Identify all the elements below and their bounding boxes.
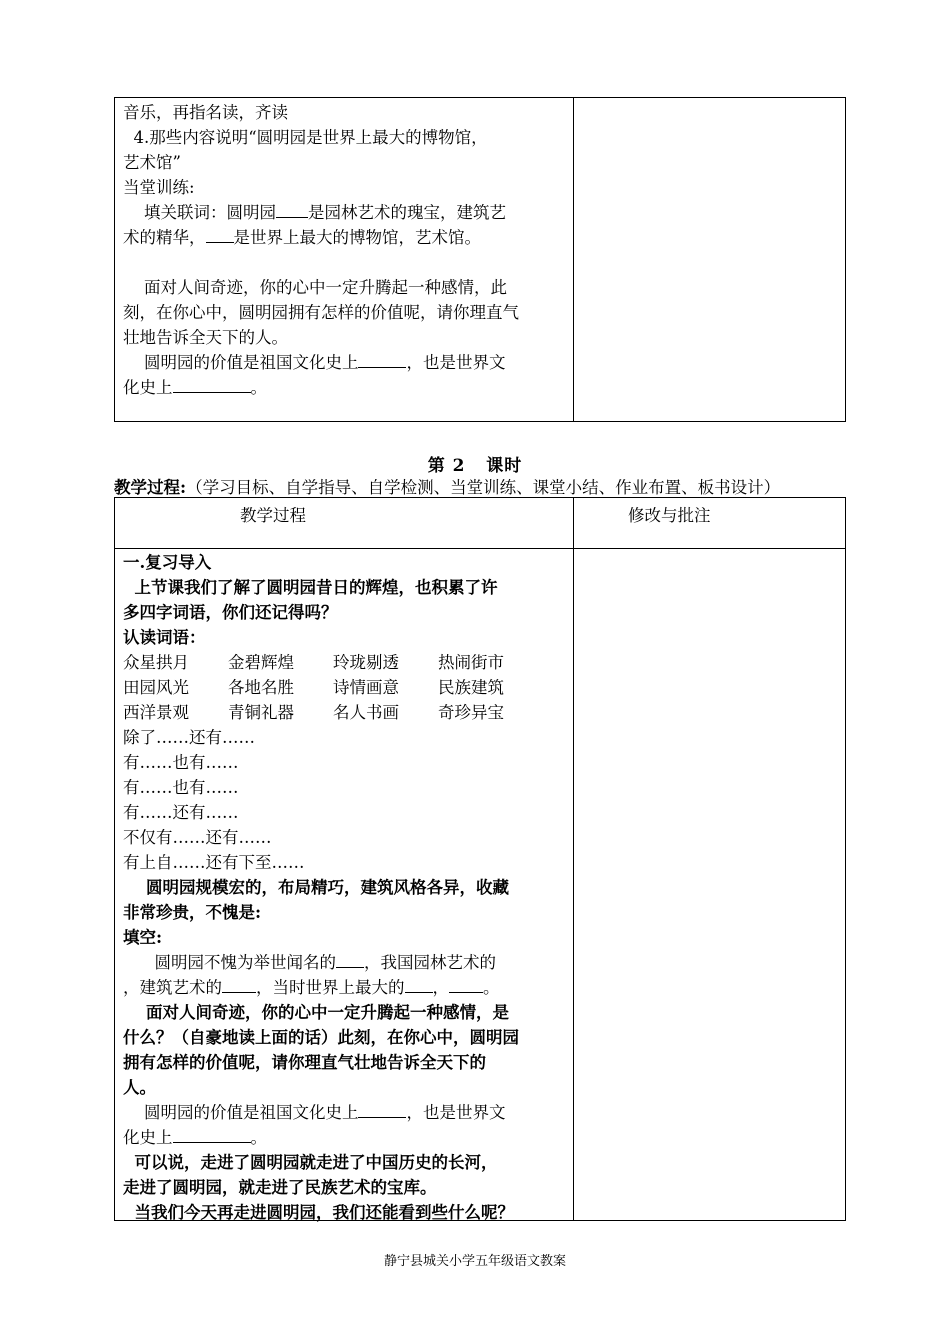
- lesson-table-continued: [114, 97, 846, 422]
- text-span: ，建筑艺术的: [123, 978, 222, 997]
- text-span: ，也是世界文: [406, 353, 506, 372]
- column-divider: [573, 498, 574, 1220]
- word: 各地名胜: [228, 678, 294, 697]
- text-span: ，我国园林艺术的: [363, 953, 496, 972]
- word-row: [123, 650, 569, 675]
- word: 青铜礼器: [228, 703, 294, 722]
- text-line: 音乐，再指名读，齐读: [123, 103, 288, 122]
- fill-line: [123, 1125, 569, 1150]
- process-cell: [123, 550, 569, 1225]
- word: 名人书画: [333, 703, 399, 722]
- text-line: 刻，在你心中，圆明园拥有怎样的价值呢，请你理直气: [123, 303, 519, 322]
- text-span: 是世界上最大的博物馆，艺术馆。: [233, 228, 481, 247]
- header-teaching-process: 教学过程: [240, 506, 306, 525]
- word-row: [123, 675, 569, 700]
- text-line: 当堂训练:: [123, 178, 195, 197]
- word-row: [123, 700, 569, 725]
- word: 诗情画意: [333, 678, 399, 697]
- blank-field: [206, 225, 234, 243]
- blank-field: [358, 350, 406, 368]
- page-footer: 静宁县城关小学五年级语文教案: [383, 1254, 566, 1269]
- text-span: 是园林艺术的瑰宝，建筑艺: [307, 203, 506, 222]
- process-heading: [114, 474, 780, 498]
- fill-line: [123, 225, 569, 250]
- process-cell: [123, 100, 569, 400]
- text-span: ，也是世界文: [406, 1103, 506, 1122]
- fill-label: 填空:: [123, 928, 163, 947]
- pattern-line: 除了……还有……: [123, 728, 255, 747]
- process-heading-label: 教学过程:: [114, 478, 187, 497]
- text-span: 。: [250, 378, 267, 397]
- fill-line: [123, 200, 569, 225]
- word: 民族建筑: [438, 678, 504, 697]
- lesson-title: 第 2 课时: [427, 456, 523, 476]
- pattern-line: 有……还有……: [123, 803, 239, 822]
- text-span: ，: [432, 978, 449, 997]
- blank-field: [449, 975, 483, 993]
- word: 玲珑剔透: [333, 653, 399, 672]
- text-line: 当我们今天再走进圆明园，我们还能看到些什么呢？: [123, 1203, 514, 1222]
- text-line: 非常珍贵，不愧是:: [123, 903, 262, 922]
- text-line: 什么？（自豪地读上面的话）此刻，在你心中，圆明园: [123, 1028, 519, 1047]
- word: 奇珍异宝: [438, 703, 504, 722]
- lesson-table: [114, 497, 846, 1221]
- text-line: 壮地告诉全天下的人。: [123, 328, 288, 347]
- section-title: 一.复习导入: [123, 553, 212, 572]
- text-span: 化史上: [123, 378, 173, 397]
- text-line: 可以说，走进了圆明园就走进了中国历史的长河，: [123, 1153, 498, 1172]
- text-line: 多四字词语，你们还记得吗？: [123, 603, 338, 622]
- fill-line: [123, 1100, 569, 1125]
- process-heading-detail: （学习目标、自学指导、自学检测、当堂训练、课堂小结、作业布置、板书设计）: [186, 478, 781, 497]
- pattern-line: 不仅有……还有……: [123, 828, 272, 847]
- word: 金碧辉煌: [228, 653, 294, 672]
- word: 热闹街市: [438, 653, 504, 672]
- fill-line: [123, 350, 569, 375]
- text-line: 圆明园规模宏的，布局精巧，建筑风格各异，收藏: [123, 878, 509, 897]
- pattern-line: 有上自……还有下至……: [123, 853, 305, 872]
- header-revision-notes: 修改与批注: [628, 506, 711, 525]
- text-line: 面对人间奇迹，你的心中一定升腾起一种感情，此: [123, 278, 507, 297]
- word: 田园风光: [123, 678, 189, 697]
- fill-line: [123, 950, 569, 975]
- text-span: 圆明园的价值是祖国文化史上: [123, 1103, 359, 1122]
- text-span: 填关联词：圆明园: [123, 203, 276, 222]
- pattern-line: 有……也有……: [123, 753, 239, 772]
- text-span: 化史上: [123, 1128, 173, 1147]
- word: 西洋景观: [123, 703, 189, 722]
- word: 众星拱月: [123, 653, 189, 672]
- text-span: 。: [483, 978, 500, 997]
- text-span: ，当时世界上最大的: [256, 978, 405, 997]
- fill-line: [123, 975, 569, 1000]
- text-line: 4.那些内容说明“圆明园是世界上最大的博物馆，: [123, 128, 488, 147]
- column-divider: [573, 98, 574, 421]
- header-divider: [115, 548, 845, 549]
- spacer: [123, 250, 569, 275]
- blank-field: [222, 975, 256, 993]
- text-line: 走进了圆明园，就走进了民族艺术的宝库。: [123, 1178, 437, 1197]
- blank-field: [358, 1100, 406, 1118]
- blank-field: [405, 975, 433, 993]
- blank-field: [336, 950, 364, 968]
- blank-field: [173, 375, 251, 393]
- text-span: 圆明园的价值是祖国文化史上: [123, 353, 359, 372]
- text-line: 人。: [123, 1078, 156, 1097]
- text-line: 认读词语：: [123, 628, 206, 647]
- text-span: 术的精华，: [123, 228, 206, 247]
- text-line: 拥有怎样的价值呢，请你理直气壮地告诉全天下的: [123, 1053, 486, 1072]
- text-span: 圆明园不愧为举世闻名的: [123, 953, 336, 972]
- blank-field: [173, 1125, 251, 1143]
- fill-line: [123, 375, 569, 400]
- pattern-line: 有……也有……: [123, 778, 239, 797]
- text-span: 。: [250, 1128, 267, 1147]
- text-line: 面对人间奇迹，你的心中一定升腾起一种感情，是: [123, 1003, 509, 1022]
- text-line: 艺术馆”: [123, 153, 181, 172]
- blank-field: [276, 200, 308, 218]
- text-line: 上节课我们了解了圆明园昔日的辉煌，也积累了许: [123, 578, 498, 597]
